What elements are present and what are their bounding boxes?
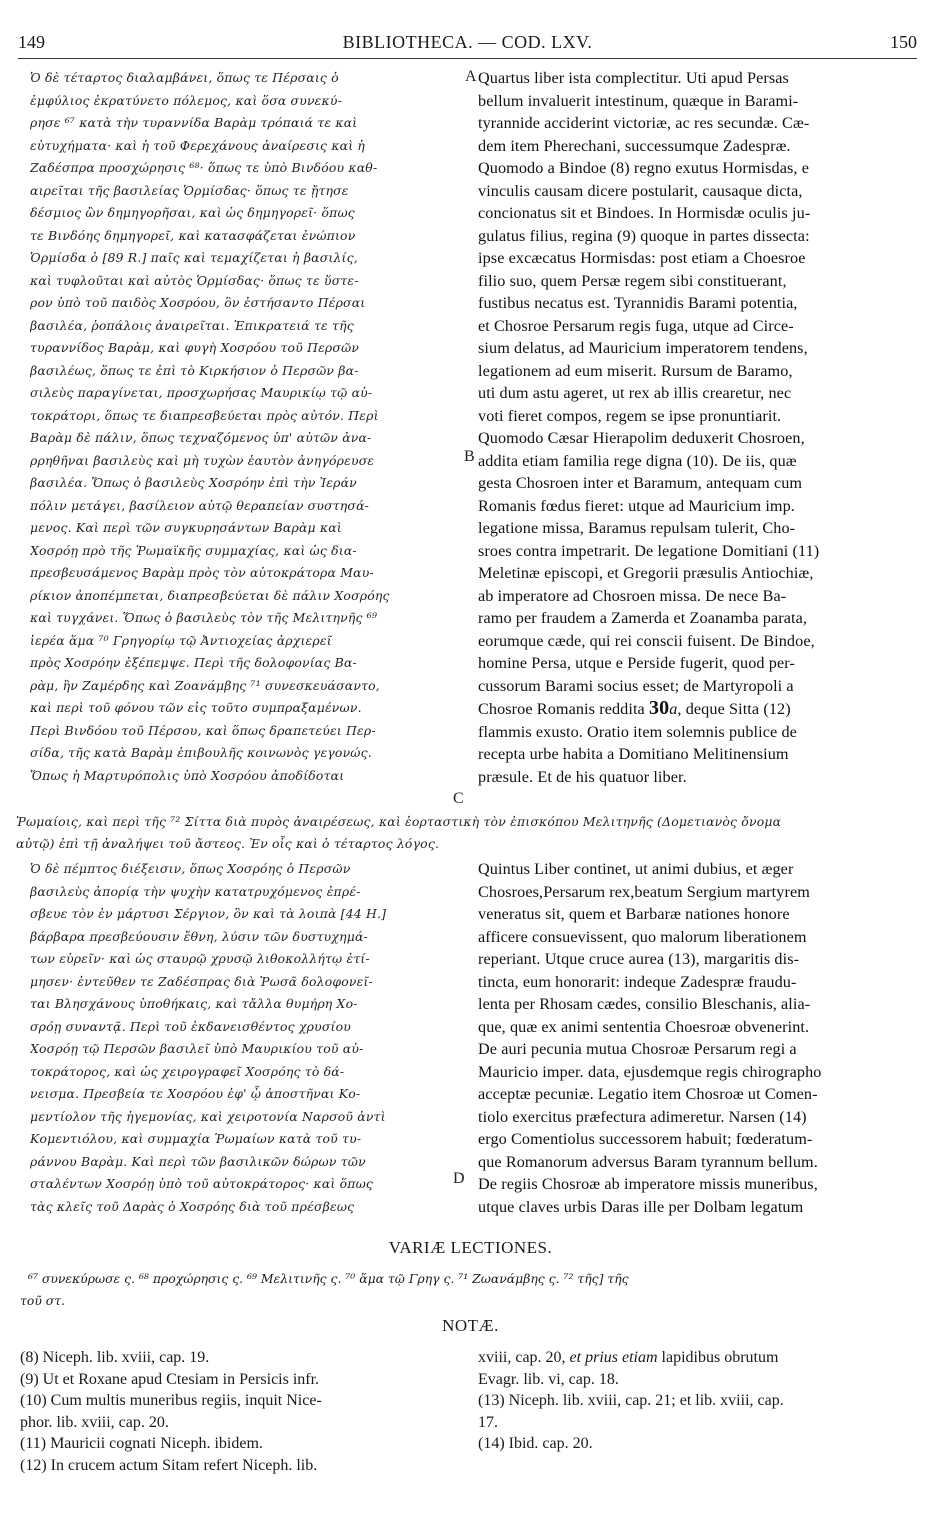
greek-text-line: μενος. Καὶ περὶ τῶν συγκυρησάντων Βαρὰμ καὶ xyxy=(30,520,342,535)
latin-text-line: et Chosroe Persarum regis fuga, utque ad Circe- xyxy=(478,316,794,335)
left-page-number: 149 xyxy=(18,32,45,52)
greek-text-line: ἱερέα ἅμα ⁷⁰ Γρηγορίῳ τῷ Ἀντιοχείας ἀρχιερεῖ xyxy=(30,632,332,648)
note-line: (14) Ibid. cap. 20. xyxy=(478,1435,593,1452)
latin-text-line: De auri pecunia mutua Chosroæ Persarum regi a xyxy=(478,1040,797,1058)
greek-text-line: Ὁ δὲ τέταρτος διαλαμβάνει, ὅπως τε Πέρσαις ὁ xyxy=(30,70,339,85)
note-line: (10) Cum multis muneribus regiis, inquit Nice- xyxy=(20,1392,322,1409)
latin-text-line: voti fieret compos, regem se ipse pronuntiarit. xyxy=(478,406,782,425)
latin-text-line: Quomodo Cæsar Hierapolim deduxerit Chosroen, xyxy=(478,429,805,447)
latin-text-line: uti dum astu ageret, ut rex ab illis crearetur, nec xyxy=(478,384,792,402)
greek-text-line: ται Βλησχάνους ὑποθήκαις, καὶ τἄλλα θυμήρη Χο- xyxy=(30,996,358,1011)
latin-text-line: concionatus sit et Bindoes. In Hormisdæ oculis ju- xyxy=(478,204,811,222)
notae-title: NOTÆ. xyxy=(442,1316,499,1335)
greek-text-line: βάρβαρα πρεσβεύουσιν ἔθνη, λύσιν τῶν δυστυχημά- xyxy=(30,928,368,944)
latin-text-line: bellum invaluerit intestinum, quæque in Barami- xyxy=(478,91,799,110)
greek-text-line: ρρηθῆναι βασιλεὺς καὶ μὴ τυχὼν ἑαυτὸν ἀνηγόρευσε xyxy=(30,452,375,468)
latin-text-line: que Romanorum adversus Baram tyrannum bellum. xyxy=(478,1152,818,1171)
latin-text-line: gesta Chosroen inter et Baramum, antequam cum xyxy=(478,474,803,492)
greek-column-book-four xyxy=(30,67,462,787)
greek-text-line: σβευε τὸν ἐν μάρτυσι Σέργιον, ὃν καὶ τὰ λοιπὰ [44 H.] xyxy=(30,906,387,921)
greek-text-line: Βαρὰμ δὲ πάλιν, ὅπως τεχναζόμενος ὑπ' αὐτῶν ἀνα- xyxy=(30,430,372,445)
greek-text-line: τοκράτορι, ὅπως τε διαπρεσβεύεται πρὸς αὐτόν. Περὶ xyxy=(30,407,379,423)
folio-number: 30 xyxy=(649,697,670,719)
latin-text-line: Chosroes,Persarum rex,beatum Sergium martyrem xyxy=(478,882,810,901)
notes-right-column xyxy=(478,1347,928,1455)
greek-text-line: σίδα, τῆς κατὰ Βαρὰμ ἐπιβουλῆς κοινωνὸς γεγονώς. xyxy=(30,745,372,760)
greek-text-line: ρὰμ, ἣν Ζαμέρδης καὶ Ζοανάμβης ⁷¹ συνεσκευάσαντο, xyxy=(30,677,380,693)
greek-text-line: μησεν· ἐντεῦθεν τε Ζαδέσπρας διὰ Ῥωσᾶ δολοφονεῖ- xyxy=(30,973,373,989)
latin-text-line: reperiant. Utque cruce aurea (13), margaritis dis- xyxy=(478,950,800,968)
greek-text-line: βασιλέα, ῥοπάλοις ἀναιρεῖται. Ἐπικρατειά τε τῆς xyxy=(30,317,354,333)
latin-text-line: sroes contra impetrarit. De legatione Domitiani (11) xyxy=(478,541,820,560)
latin-text-line: De regiis Chosroæ ab imperatore missis muneribus, xyxy=(478,1175,818,1193)
note-line: 17. xyxy=(478,1413,498,1431)
greek-text-line: πόλιν μετάγει, βασίλειον αὐτῷ θεραπείαν συστησά- xyxy=(30,497,370,513)
latin-text-line: ab imperatore ad Chosroen missa. De nece Ba- xyxy=(478,586,787,605)
latin-text-line: Quomodo a Bindoe (8) regno exutus Hormisdas, e xyxy=(478,159,809,177)
greek-text-line: των εὑρεῖν· καὶ ὡς σταυρῷ χρυσῷ λιθοκολλήτῳ ἐτί- xyxy=(30,951,370,966)
note-line: (12) In crucem actum Sitam refert Niceph. lib. xyxy=(20,1456,318,1474)
latin-text-line: tiolo exercitus præfectura adimeretur. Narsen (14) xyxy=(478,1107,807,1126)
greek-text-line: Ὁ δὲ πέμπτος διέξεισιν, ὅπως Χοσρόης ὁ Περσῶν xyxy=(30,861,351,876)
greek-text-line: σρόῃ συναντᾷ. Περὶ τοῦ ἐκδανεισθέντος χρυσίου xyxy=(30,1018,351,1034)
notes-left-column xyxy=(20,1347,460,1476)
greek-text-line: ρησε ⁶⁷ κατὰ τὴν τυραννίδα Βαρὰμ τρόπαιά τε καὶ xyxy=(30,115,358,130)
page-header xyxy=(18,32,917,58)
latin-text-line: legationem ad eum miserit. Rursum de Baramo, xyxy=(478,361,793,380)
latin-text-line: Chosroe Romanis reddita 30a, deque Sitta (12) xyxy=(478,697,791,719)
latin-text-line: recepta urbe habita a Domitiano Melitinensium xyxy=(478,745,789,763)
latin-text-line: legatione missa, Baramus repulsam tulerit, Cho- xyxy=(478,519,796,537)
latin-text-line: homine Persa, utque e Perside fugerit, quod per- xyxy=(478,654,795,672)
latin-text-line: acceptæ pecuniæ. Legatio item Chosroæ ut Comen- xyxy=(478,1085,818,1103)
greek-text-line: βασιλέα. Ὅπως ὁ βασιλεὺς Χοσρόην ἐπὶ τὴν Ἱεράν xyxy=(30,475,357,490)
latin-text-line: Meletinæ episcopi, et Gregorii præsulis Antiochiæ, xyxy=(478,564,814,582)
greek-text-line: πρεσβευσάμενος Βαρὰμ πρὸς τὸν αὐτοκράτορα Μαυ- xyxy=(30,565,374,580)
greek-text-line: Περὶ Βινδόου τοῦ Πέρσου, καὶ ὅπως δραπετεύει Περ- xyxy=(30,722,376,738)
note-line: (8) Niceph. lib. xviii, cap. 19. xyxy=(20,1349,210,1366)
latin-text-line: præsule. Et de his quatuor liber. xyxy=(478,767,687,786)
greek-text-line: Χοσρόῃ τῷ Περσῶν βασιλεῖ ὑπὸ Μαυρικίου τοῦ αὐ- xyxy=(30,1041,364,1056)
greek-text-line: σιλεὺς παραγίνεται, προσχωρήσας Μαυρικίῳ τῷ αὐ- xyxy=(30,385,373,400)
header-rule xyxy=(18,58,917,59)
latin-text-line: Mauricio imper. data, ejusdemque regis chirographo xyxy=(478,1062,822,1081)
latin-text-line: vinculis causam dicere postularit, causaque dicta, xyxy=(478,181,803,200)
latin-column-book-four xyxy=(478,67,928,788)
greek-text-line: βασιλεὺς ἀπορίᾳ τὴν ψυχὴν κατατρυχόμενος ἐπρέ- xyxy=(30,883,361,899)
greek-text-line: αιρεῖται τῆς βασιλείας Ὁρμίσδας· ὅπως τε ᾔτησε xyxy=(30,182,349,198)
greek-text-line: Χοσρόῃ πρὸ τῆς Ῥωμαϊκῆς συμμαχίας, καὶ ὡς δια- xyxy=(30,542,357,558)
latin-text-line: cussorum Barami socius esset; de Martyropoli a xyxy=(478,676,794,695)
greek-text-line: τε Βινδόης δημηγορεῖ, καὶ κατασφάζεται ἐνώπιον xyxy=(30,227,356,243)
latin-text-line: afficere consuevissent, quo malorum liberationem xyxy=(478,927,807,946)
margin-marker-d: D xyxy=(453,1170,465,1187)
greek-full-line-2: αὐτῷ) ἐπὶ τῇ ἀναλήψει τοῦ ἄστεος. Ἐν οἷς καὶ ὁ τέταρτος λόγος. xyxy=(16,836,440,851)
latin-text-line: tincta, eum honorarit: indeque Zadespræ fraudu- xyxy=(478,972,797,991)
greek-text-line: καὶ τυγχάνει. Ὅπως ὁ βασιλεὺς τὸν τῆς Μελιτηνῆς ⁶⁹ xyxy=(30,610,378,625)
greek-text-line: τυραννίδος Βαρὰμ, καὶ φυγὴ Χοσρόου τοῦ Περσῶν xyxy=(30,340,360,355)
note-line: xviii, cap. 20, et prius etiam lapidibus obrutum xyxy=(478,1349,779,1366)
latin-text-line: ipse excæcatus Hormisdas: post etiam a Choesroe xyxy=(478,249,806,267)
greek-text-line: ρίκιον ἀποπέμπεται, διαπρεσβεύεται δὲ πάλιν Χοσρόης xyxy=(30,587,390,603)
right-page-number: 150 xyxy=(890,32,917,52)
latin-text-line: ergo Comentiolus successorem habuit; fœderatum- xyxy=(478,1130,813,1148)
greek-text-line: εὐτυχήματα· καὶ ἡ τοῦ Φερεχάνους ἀναίρεσις καὶ ἡ xyxy=(30,137,366,153)
variae-line-2: τοῦ στ. xyxy=(20,1293,66,1308)
latin-text-line: tyrannide acciderint victoriæ, ac res secundæ. Cæ- xyxy=(478,114,810,132)
latin-text-line: gulatus filius, regina (9) quoque in partes dissecta: xyxy=(478,226,810,245)
latin-text-line: addita etiam familia rege digna (10). De iis, quæ xyxy=(478,451,797,470)
latin-column-book-five xyxy=(478,858,928,1218)
greek-text-line: δέσμιος ὢν δημηγορῆσαι, καὶ ὡς δημηγορεῖ· ὅπως xyxy=(30,205,355,220)
variae-line-1: ⁶⁷ συνεκύρωσε ς. ⁶⁸ προχώρησις ς. ⁶⁹ Μελιτινῆς ς. ⁷⁰ ἅμα τῷ Γρηγ ς. ⁷¹ Ζωανάμβης ς. ⁷² τῆς] τῆς xyxy=(28,1271,629,1286)
greek-text-line: τοκράτορος, καὶ ὡς χειρογραφεῖ Χοσρόης τὸ δά- xyxy=(30,1063,345,1079)
greek-text-line: ρον ὑπὸ τοῦ παιδὸς Χοσρόου, ὃν ἐστήσαντο Πέρσαι xyxy=(30,295,366,310)
greek-text-line: Ζαδέσπρα προσχώρησις ⁶⁸· ὅπως τε ὑπὸ Βινδόου καθ- xyxy=(30,160,378,175)
note-line: (13) Niceph. lib. xviii, cap. 21; et lib. xviii, cap. xyxy=(478,1392,784,1409)
greek-text-line: Κομεντιόλου, καὶ συμμαχία Ῥωμαίων κατὰ τοῦ τυ- xyxy=(30,1131,362,1146)
greek-text-line: ράννου Βαρὰμ. Καὶ περὶ τῶν βασιλικῶν δώρων τῶν xyxy=(30,1153,366,1169)
running-title: BIBLIOTHECA. — COD. LXV. xyxy=(342,32,593,52)
latin-text-line: flammis exusto. Oratio item solemnis publice de xyxy=(478,722,797,741)
latin-text-line: que, quæ ex animi sententia Choesroæ obvenerint. xyxy=(478,1017,810,1036)
latin-text-line: fustibus necatus est. Tyrannidis Barami potentia, xyxy=(478,294,798,312)
greek-text-line: καὶ περὶ τοῦ φόνου τῶν εἰς τοῦτο συμπραξαμένων. xyxy=(30,700,362,715)
greek-text-line: καὶ τυφλοῦται καὶ αὐτὸς Ὁρμίσδας· ὅπως τε ὕστε- xyxy=(30,272,359,288)
note-line: Evagr. lib. vi, cap. 18. xyxy=(478,1370,619,1388)
greek-text-line: νεισμα. Πρεσβεία τε Χοσρόου ἐφ' ᾧ ἀποστῆναι Κο- xyxy=(30,1086,361,1101)
greek-text-line: Ὁρμίσδα ὁ [89 R.] παῖς καὶ τεμαχίζεται ἡ βασιλίς, xyxy=(30,250,358,265)
greek-column-book-five xyxy=(30,858,462,1218)
latin-text-line: Quartus liber ista complectitur. Uti apud Persas xyxy=(478,69,789,87)
greek-text-line: πρὸς Χοσρόην ἐξέπεμψε. Περὶ τῆς δολοφονίας Βα- xyxy=(30,655,357,670)
latin-text-line: utque claves urbis Daras ille per Dolbam legatum xyxy=(478,1197,804,1216)
note-line: (9) Ut et Roxane apud Ctesiam in Persicis infr. xyxy=(20,1370,320,1388)
note-line: (11) Mauricii cognati Niceph. ibidem. xyxy=(20,1435,263,1452)
greek-full-line-1: Ῥωμαίοις, καὶ περὶ τῆς ⁷² Σίττα διὰ πυρὸς ἀναιρέσεως, καὶ ἑορταστικὴ τὸν ἐπισκόπου Μελιτηνῆς (Δομετιανὸς ὄνομα xyxy=(16,814,782,829)
note-line: phor. lib. xviii, cap. 20. xyxy=(20,1413,169,1431)
greek-text-line: μεντίολον τῆς ἡγεμονίας, καὶ χειροτονία Ναρσοῦ ἀντὶ xyxy=(30,1108,386,1124)
greek-text-line: ἐμφύλιος ἐκρατύνετο πόλεμος, καὶ ὅσα συνεκύ- xyxy=(30,92,342,108)
latin-text-line: veneratus sit, quem et Barbaræ nationes honore xyxy=(478,905,790,923)
latin-text-line: filio suo, quem Persæ regem sibi constituerant, xyxy=(478,271,787,290)
latin-text-line: lenta per Rhosam cædes, consilio Bleschanis, alia- xyxy=(478,995,811,1013)
latin-text-line: sium delatus, ad Mauricium imperatorem tendens, xyxy=(478,339,808,357)
greek-text-line: σταλέντων Χοσρόῃ ὑπὸ τοῦ αὐτοκράτορος· καὶ ὅπως xyxy=(30,1176,374,1191)
variae-lectiones-title: VARIÆ LECTIONES. xyxy=(388,1238,553,1257)
margin-marker-c: C xyxy=(453,790,464,807)
latin-text-line: Romanis fœdus fieret: utque ad Mauricium imp. xyxy=(478,496,795,515)
margin-marker-b: B xyxy=(464,448,475,465)
latin-text-line: eorumque cæde, qui rei conscii fuisent. De Bindoe, xyxy=(478,631,815,650)
latin-text-line: dem item Pherechani, successumque Zadespræ. xyxy=(478,136,791,155)
greek-text-line: τὰς κλεῖς τοῦ Δαρὰς ὁ Χοσρόης διὰ τοῦ πρέσβεως xyxy=(30,1198,355,1214)
greek-text-line: βασιλέως, ὅπως τε ἐπὶ τὸ Κιρκήσιον ὁ Περσῶν βα- xyxy=(30,362,359,378)
latin-text-line: Quintus Liber continet, ut animi dubius, et æger xyxy=(478,860,794,878)
greek-text-line: Ὅπως ἡ Μαρτυρόπολις ὑπὸ Χοσρόου ἀποδίδοται xyxy=(30,767,345,783)
latin-text-line: ramo per fraudem a Zamerda et Zoanamba parata, xyxy=(478,609,808,627)
margin-marker-a: A xyxy=(465,68,477,85)
